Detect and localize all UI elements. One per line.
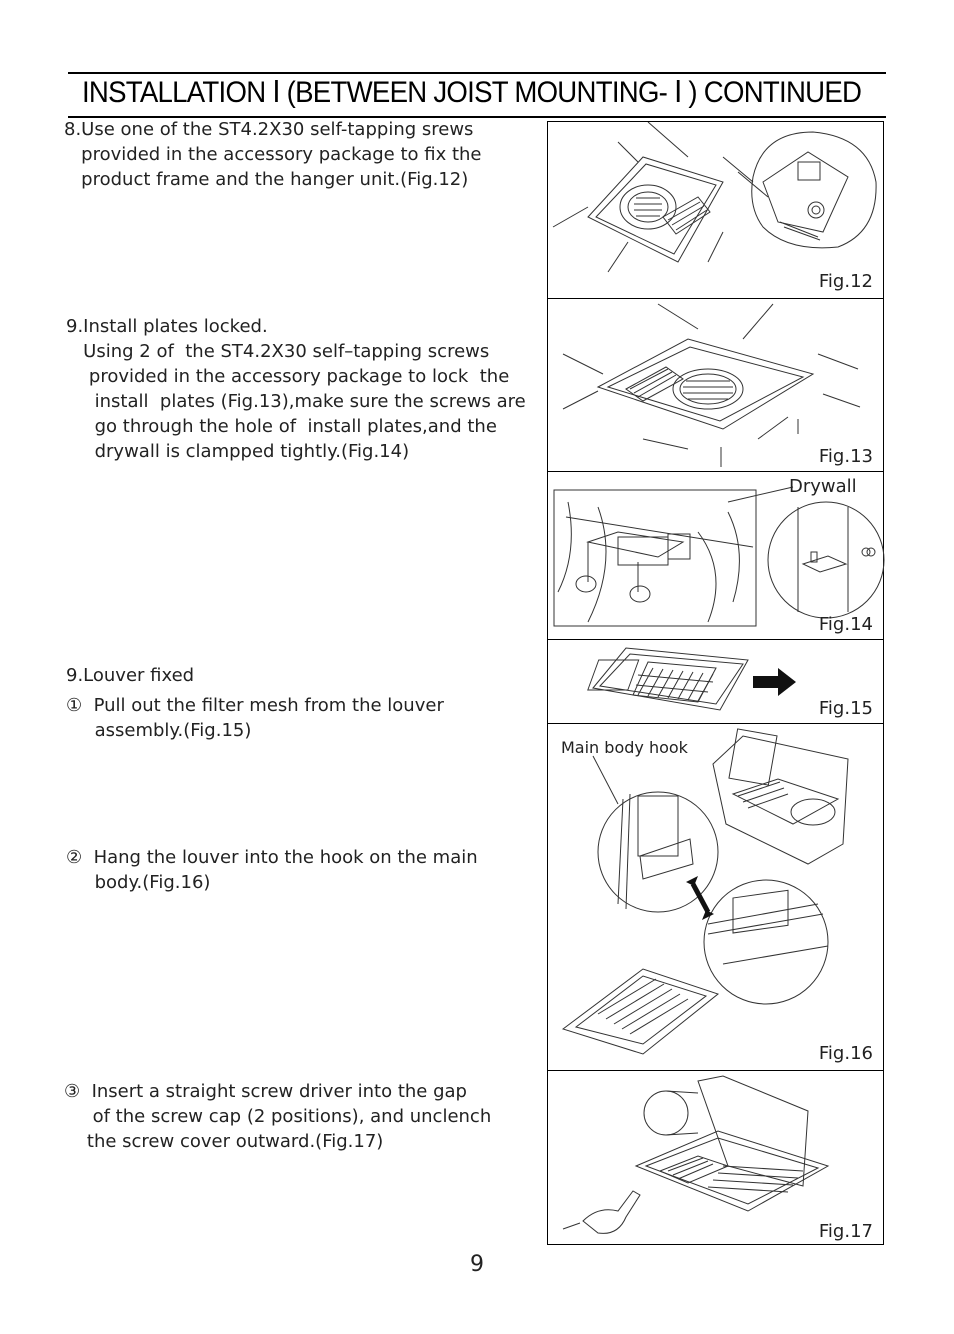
figure-column [547,121,884,1245]
fig16-illustration [548,724,885,1071]
fig14-label: Fig.14 [818,614,873,635]
callout-main-body-hook: Main body hook [561,738,688,757]
step-9-louver-heading: 9.Louver fixed [66,665,195,686]
title-bar [68,72,886,118]
figure-12 [548,122,883,299]
figure-15 [548,640,883,724]
fig16-label: Fig.16 [818,1043,873,1064]
page-number: 9 [470,1252,484,1277]
fig17-illustration [548,1071,885,1246]
fig15-label: Fig.15 [818,698,873,719]
figure-13 [548,299,883,472]
step-9-install-plates-text: 9.Install plates locked. Using 2 of the ST4.2X30 self–tapping screws provided in the accessory package to lock the install plates (Fig.13),make sure the screws are go through the hole of install plates,and the drywall is clampped tightly.(Fig.14) [66,316,526,462]
page-title: INSTALLATION Ⅰ (BETWEEN JOIST MOUNTING- Ⅰ ) CONTINUED [82,76,862,109]
step-9-louver-sub-1: ① Pull out the filter mesh from the louver assembly.(Fig.15) [66,695,444,741]
arrow-right-icon [753,668,796,696]
step-9-louver-sub-3: ③ Insert a straight screw driver into the gap of the screw cap (2 positions), and unclench the screw cover outward.(Fig.17) [64,1081,492,1152]
step-9-louver-sub-2: ② Hang the louver into the hook on the main body.(Fig.16) [66,847,478,893]
fig12-label: Fig.12 [818,271,873,292]
callout-drywall: Drywall [789,476,857,497]
figure-16 [548,724,883,1071]
fig13-label: Fig.13 [818,446,873,467]
fig17-label: Fig.17 [818,1221,873,1242]
step-8-text: 8.Use one of the ST4.2X30 self-tapping srews provided in the accessory package to fix the product frame and the hanger unit.(Fig.12) [64,119,482,190]
figure-14 [548,472,883,640]
figure-17 [548,1071,883,1246]
